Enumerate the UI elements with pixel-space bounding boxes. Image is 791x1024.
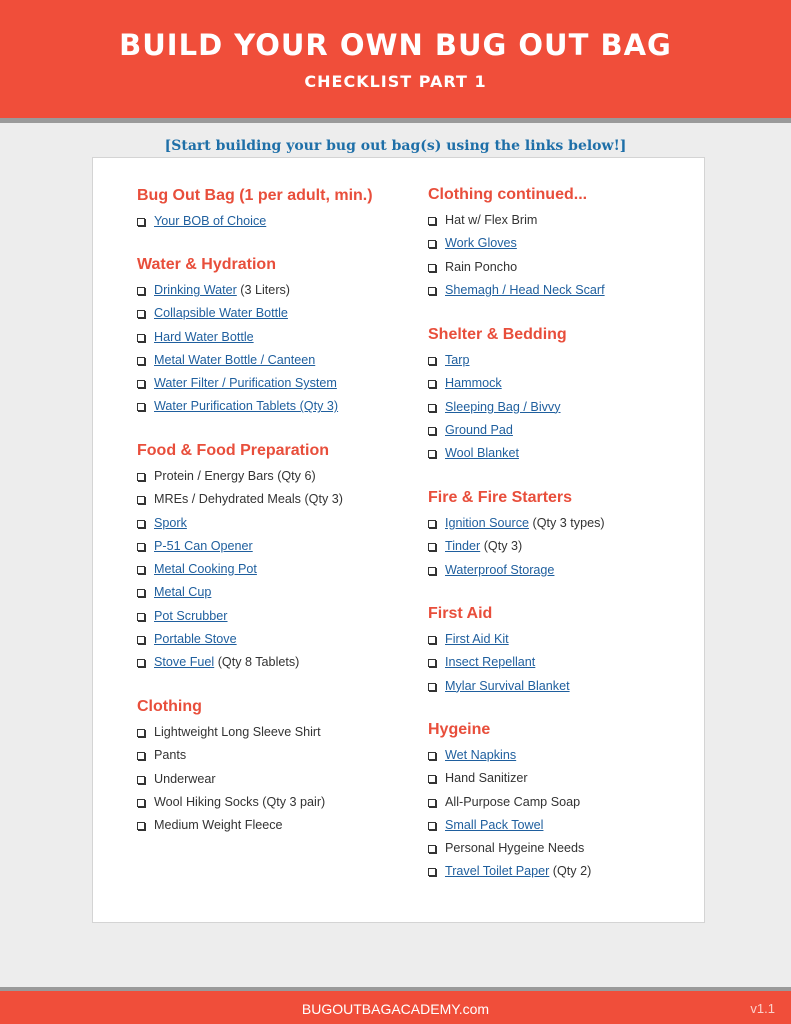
checkbox-icon[interactable] [137,473,145,481]
item-link[interactable]: Insect Repellant [445,655,536,670]
checkbox-icon[interactable] [137,729,145,737]
checklist-item [137,395,417,418]
checkbox-icon[interactable] [137,334,145,342]
checkbox-icon[interactable] [137,589,145,597]
checklist-item [137,465,417,488]
checklist-item [428,396,708,419]
footer-site[interactable]: BUGOUTBAGACADEMY.com [301,1001,490,1017]
item-text: Medium Weight Fleece [154,818,283,833]
header-banner [0,0,791,123]
checklist-item [428,860,708,883]
checkbox-icon[interactable] [428,799,436,807]
checklist-item [137,512,417,535]
checkbox-icon[interactable] [137,636,145,644]
checklist-items [137,465,417,675]
checkbox-icon[interactable] [428,520,436,528]
intro-text: [Start building your bug out bag(s) using the links below!] [164,138,627,154]
checklist-item [428,837,708,860]
checkbox-icon[interactable] [137,543,145,551]
checklist-item [137,628,417,651]
item-text: (3 Liters) [236,283,290,297]
item-text: Wool Hiking Socks (Qty 3 pair) [154,794,326,809]
item-link[interactable]: First Aid Kit [445,632,509,646]
checkbox-icon[interactable] [137,566,145,574]
checklist-item [137,558,417,581]
checkbox-icon[interactable] [428,357,436,365]
checkbox-icon[interactable] [428,636,436,644]
checklist-item [428,814,708,837]
checklist-item [137,326,417,349]
checkbox-icon[interactable] [428,567,436,575]
section-title: First Aid [428,605,493,622]
item-text: Protein / Energy Bars (Qty 6) [154,469,316,483]
checkbox-icon[interactable] [428,845,436,853]
item-link[interactable]: Portable Stove [154,632,237,647]
checklist-item [428,442,708,465]
checkbox-icon[interactable] [137,310,145,318]
checkbox-icon[interactable] [137,822,145,830]
checkbox-icon[interactable] [137,380,145,388]
checklist-item [428,791,708,814]
item-link[interactable]: Waterproof Storage [445,562,555,577]
checkbox-icon[interactable] [428,404,436,412]
checklist-section [428,604,708,698]
item-link[interactable]: Stove Fuel [154,655,215,670]
checkbox-icon[interactable] [428,543,436,551]
checklist-section [428,488,708,582]
item-link[interactable]: Small Pack Towel [445,817,544,832]
section-title: Bug Out Bag (1 per adult, min.) [137,187,373,204]
item-text: (Qty 8 Tablets) [214,655,300,670]
item-link[interactable]: Wool Blanket [445,446,519,461]
item-text: Pants [154,748,187,763]
checkbox-icon[interactable] [137,520,145,528]
checklist-item [428,232,708,255]
checkbox-icon[interactable] [137,752,145,760]
checkbox-icon[interactable] [137,659,145,667]
section-title: Food & Food Preparation [137,442,329,459]
checklist-item [428,675,708,698]
checkbox-icon[interactable] [428,380,436,388]
item-text: Rain Poncho [445,259,518,274]
checklist-items [137,721,417,837]
checkbox-icon[interactable] [428,427,436,435]
checklist-section [137,441,417,675]
item-text: Hand Sanitizer [445,771,528,786]
checklist-item [428,419,708,442]
checklist-section [137,186,417,233]
checklist-item [428,349,708,372]
checkbox-icon[interactable] [137,403,145,411]
item-text: All-Purpose Camp Soap [445,794,581,809]
checkbox-icon[interactable] [428,264,436,272]
item-link[interactable]: Travel Toilet Paper [445,864,550,879]
checklist-items [137,210,417,233]
item-link[interactable]: Metal Cooking Pot [154,562,257,577]
item-text: MREs / Dehydrated Meals (Qty 3) [154,492,343,507]
item-link[interactable]: Wet Napkins [445,748,517,762]
item-text: (Qty 3 types) [529,516,605,530]
checklist-section [428,185,708,302]
checklist-items [428,744,708,884]
checklist-item [137,535,417,558]
checklist-items [428,512,708,582]
item-link[interactable]: Water Filter / Purification System [154,376,337,391]
item-link[interactable]: Water Purification Tablets (Qty 3) [154,399,339,414]
checkbox-icon[interactable] [428,659,436,667]
checkbox-icon[interactable] [428,822,436,830]
checklist-item [428,651,708,674]
checklist-item [137,651,417,674]
checkbox-icon[interactable] [428,683,436,691]
section-title: Clothing continued... [428,186,588,203]
item-link[interactable]: Collapsible Water Bottle [154,306,288,321]
checkbox-icon[interactable] [428,868,436,876]
item-link[interactable]: Your BOB of Choice [154,214,267,228]
item-link[interactable]: Metal Water Bottle / Canteen [154,352,316,367]
checkbox-icon[interactable] [137,357,145,365]
checkbox-icon[interactable] [137,613,145,621]
checklist-item [137,349,417,372]
checklist-item [428,559,708,582]
item-link[interactable]: P-51 Can Opener [154,538,253,553]
checklist-item [137,488,417,511]
checklist-item [428,744,708,767]
checklist-item [137,814,417,837]
checklist-item [428,209,708,232]
checkbox-icon[interactable] [137,218,145,226]
checklist-item [137,302,417,325]
item-text: Personal Hygeine Needs [445,841,585,856]
item-link[interactable]: Sleeping Bag / Bivvy [445,399,561,414]
checklist-item [137,744,417,767]
item-link[interactable]: Work Gloves [445,236,517,251]
section-title: Water & Hydration [137,256,276,273]
item-link[interactable]: Tinder [445,539,481,554]
checklist-items [428,349,708,465]
item-link[interactable]: Pot Scrubber [154,608,228,623]
checkbox-icon[interactable] [428,752,436,760]
item-link[interactable]: Hard Water Bottle [154,329,254,344]
item-link[interactable]: Metal Cup [154,585,212,600]
item-link[interactable]: Shemagh / Head Neck Scarf [445,282,605,297]
checklist-item [428,256,708,279]
item-link[interactable]: Ground Pad [445,422,513,437]
section-title: Clothing [137,698,202,715]
checklist-item [137,372,417,395]
section-title: Fire & Fire Starters [428,489,573,506]
item-link[interactable]: Ignition Source [445,516,530,530]
checklist-items [428,209,708,302]
checkbox-icon[interactable] [137,776,145,784]
checkbox-icon[interactable] [137,799,145,807]
checklist-section [137,255,417,419]
item-link[interactable]: Hammock [445,376,502,391]
checklist-item [137,768,417,791]
checklist-item [137,279,417,302]
checkbox-icon[interactable] [428,450,436,458]
checkbox-icon[interactable] [137,287,145,295]
checklist-item [137,581,417,604]
checklist-item [137,721,417,744]
page-title: BUILD YOUR OWN BUG OUT BAG [119,28,672,62]
checkbox-icon[interactable] [137,496,145,504]
checkbox-icon[interactable] [428,287,436,295]
item-text: (Qty 2) [549,864,592,879]
checklist-item [137,791,417,814]
checklist-item [137,605,417,628]
checklist-items [428,628,708,698]
checklist-item [428,512,708,535]
checklist-item [428,279,708,302]
footer-banner [0,987,791,1024]
checklist-item [428,535,708,558]
checkbox-icon[interactable] [428,240,436,248]
item-link[interactable]: Drinking Water [154,283,237,297]
item-link[interactable]: Spork [154,515,187,530]
item-text: (Qty 3) [480,539,523,554]
section-title: Shelter & Bedding [428,326,567,343]
checkbox-icon[interactable] [428,217,436,225]
checklist-section [137,697,417,837]
item-text: Lightweight Long Sleeve Shirt [154,725,321,739]
item-text: Hat w/ Flex Brim [445,213,538,227]
checklist-section [428,720,708,884]
section-title: Hygeine [428,721,491,738]
checklist-section [428,325,708,465]
checklist-item [428,767,708,790]
checkbox-icon[interactable] [428,775,436,783]
checklist-item [428,372,708,395]
page-subtitle: CHECKLIST PART 1 [304,72,487,91]
footer-version: v1.1 [750,1001,775,1016]
checklist-item [428,628,708,651]
item-text: Underwear [154,771,216,786]
checklist-items [137,279,417,419]
item-link[interactable]: Tarp [445,353,470,367]
item-link[interactable]: Mylar Survival Blanket [445,678,570,693]
checklist-item [137,210,417,233]
